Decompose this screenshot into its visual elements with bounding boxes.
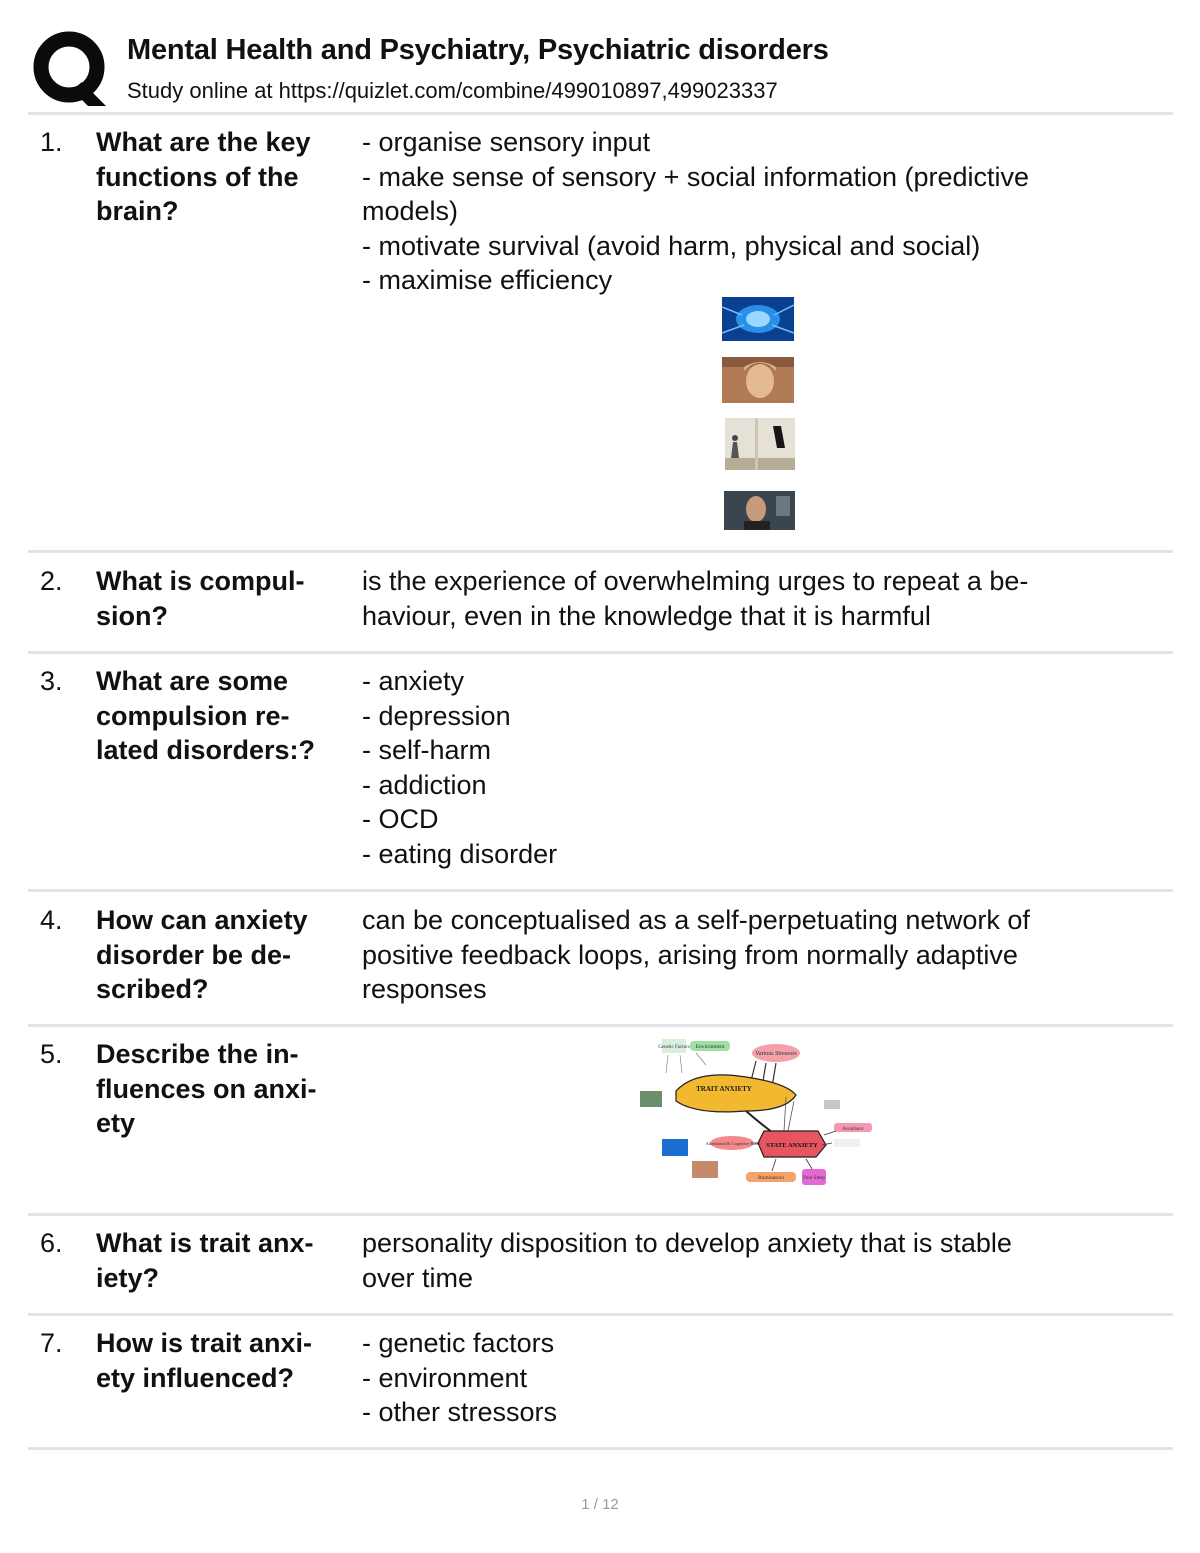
person-at-wall-image	[725, 418, 795, 470]
cognitive-bias-label: Attentional & Cognitive Bias	[705, 1141, 759, 1146]
study-online-link[interactable]: Study online at https://quizlet.com/combine/499010897,499023337	[127, 78, 778, 103]
card-answer: - organise sensory input - make sense of sensory + social information (predictive models) - motivate survival (avoid harm, physical and social) - maximise efficiency	[362, 127, 1030, 295]
divider	[28, 1024, 1173, 1027]
card-number: 6.	[40, 1228, 63, 1258]
card-number: 1.	[40, 127, 63, 157]
trait-anxiety-node	[676, 1075, 796, 1112]
card-number: 3.	[40, 666, 63, 696]
card-question: What are some compulsion re- lated disorders:?	[96, 666, 316, 765]
card-answer: is the experience of overwhelming urges to repeat a be- haviour, even in the knowledge that it is harmful	[362, 566, 1029, 631]
card-number: 7.	[40, 1328, 63, 1358]
card-question: How can anxiety disorder be de- scribed?	[96, 905, 308, 1004]
divider	[28, 1313, 1173, 1316]
document-title: Mental Health and Psychiatry, Psychiatric disorders	[127, 34, 829, 66]
poor-sleep-label: Poor Sleep	[803, 1176, 825, 1181]
quizlet-logo-icon	[32, 30, 110, 108]
divider	[28, 550, 1173, 553]
card-question: What is compul- sion?	[96, 566, 305, 631]
card-answer: - genetic factors - environment - other stressors	[362, 1328, 558, 1427]
woman-face-image	[722, 357, 794, 403]
genetic-factors-label: Genetic Factors	[658, 1045, 690, 1050]
card-question: What are the key functions of the brain?	[96, 127, 311, 226]
card-question: What is trait anx- iety?	[96, 1228, 314, 1293]
card-answer: - anxiety - depression - self-harm - addiction - OCD - eating disorder	[362, 666, 558, 869]
environment-label: Environment	[695, 1044, 725, 1050]
rumination-label: Rumination	[758, 1175, 784, 1181]
card-answer: personality disposition to develop anxiety that is stable over time	[362, 1228, 1012, 1293]
divider	[28, 651, 1173, 654]
brain-network-image	[722, 297, 794, 341]
divider	[28, 112, 1173, 115]
card-number: 5.	[40, 1039, 63, 1069]
divider	[28, 889, 1173, 892]
card-number: 4.	[40, 905, 63, 935]
avoidance-label: Avoidance	[842, 1127, 864, 1132]
divider	[28, 1213, 1173, 1216]
card-question: How is trait anxi- ety influenced?	[96, 1328, 313, 1393]
card-number: 2.	[40, 566, 63, 596]
state-anxiety-label: STATE ANXIETY	[766, 1142, 818, 1149]
anxiety-influences-diagram	[636, 1035, 876, 1191]
man-portrait-image	[724, 491, 795, 530]
card-answer: can be conceptualised as a self-perpetuating network of positive feedback loops, arising from normally adaptive responses	[362, 905, 1030, 1004]
various-stressors-label: Various Stressors	[755, 1051, 797, 1057]
trait-anxiety-label: TRAIT ANXIETY	[696, 1085, 752, 1093]
divider	[28, 1447, 1173, 1450]
page-number: 1 / 12	[581, 1496, 619, 1513]
card-question: Describe the in- fluences on anxi- ety	[96, 1039, 317, 1138]
